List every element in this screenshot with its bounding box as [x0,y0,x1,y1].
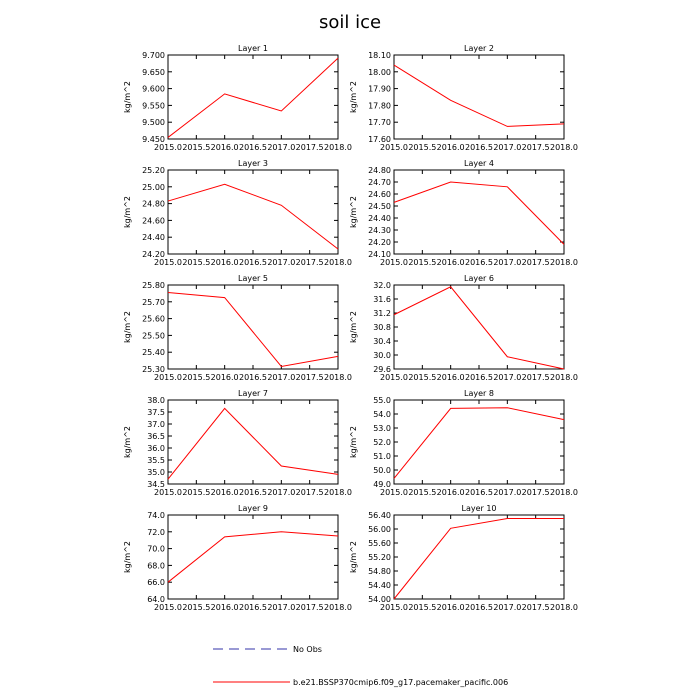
y-axis-label: kg/m^2 [123,426,132,458]
x-tick-label: 2018.0 [324,373,352,382]
x-tick-label: 2015.0 [154,143,182,152]
panel-title: Layer 3 [238,159,268,168]
y-tick-label: 24.30 [368,226,391,235]
x-tick-label: 2018.0 [324,603,352,612]
y-tick-label: 50.0 [373,466,391,475]
y-tick-label: 24.20 [142,250,165,259]
y-tick-label: 24.40 [368,214,391,223]
y-tick-label: 24.50 [368,202,391,211]
y-tick-label: 35.5 [147,456,165,465]
x-tick-label: 2016.0 [210,373,239,382]
x-tick-label: 2018.0 [324,143,352,152]
x-tick-label: 2017.5 [295,603,324,612]
x-tick-label: 2015.0 [380,373,408,382]
y-tick-label: 30.8 [373,323,391,332]
y-tick-label: 25.40 [142,348,165,358]
y-tick-label: 34.5 [147,480,165,489]
series-line [394,408,564,479]
x-tick-label: 2017.0 [493,258,522,267]
y-tick-label: 56.40 [368,511,391,520]
figure-title: soil ice [318,12,382,33]
y-tick-label: 17.70 [368,118,391,128]
series-line [168,532,338,582]
y-tick-label: 54.00 [368,595,391,604]
x-tick-label: 2015.5 [408,373,437,382]
y-tick-label: 25.00 [142,182,165,192]
y-tick-label: 24.80 [368,166,391,175]
plot-frame [168,400,338,484]
x-tick-label: 2017.0 [267,258,296,267]
x-tick-label: 2016.5 [465,258,493,267]
y-tick-label: 9.700 [142,51,165,60]
y-tick-label: 25.20 [142,166,165,175]
x-tick-label: 2016.5 [239,488,267,497]
y-tick-label: 55.0 [373,396,391,405]
x-tick-label: 2016.0 [436,488,465,497]
panel-title: Layer 2 [464,44,494,53]
y-tick-label: 24.40 [142,233,165,243]
x-tick-label: 2017.0 [267,143,296,152]
y-tick-label: 70.0 [147,544,165,554]
y-tick-label: 18.10 [368,51,391,60]
plot-frame [168,170,338,254]
x-tick-label: 2017.0 [493,603,522,612]
y-tick-label: 17.80 [368,101,391,111]
panel-layer-1 [123,44,352,152]
x-tick-label: 2015.5 [182,373,211,382]
y-axis-label: kg/m^2 [349,81,358,113]
panel-title: Layer 6 [464,274,494,283]
y-tick-label: 9.550 [142,101,165,111]
y-tick-label: 31.2 [373,309,391,318]
x-tick-label: 2017.5 [521,488,550,497]
plot-frame [394,400,564,484]
y-tick-label: 9.500 [142,118,165,128]
x-tick-label: 2018.0 [550,603,578,612]
y-tick-label: 53.0 [373,424,391,433]
x-tick-label: 2016.5 [465,488,493,497]
panel-title: Layer 9 [238,504,268,513]
x-tick-label: 2016.5 [465,143,493,152]
panel-layer-8 [349,389,578,497]
y-tick-label: 49.0 [373,480,391,489]
legend [213,645,508,687]
y-tick-label: 24.70 [368,178,391,187]
x-tick-label: 2018.0 [324,488,352,497]
panel-title: Layer 4 [464,159,494,168]
x-tick-label: 2017.0 [267,373,296,382]
x-tick-label: 2016.0 [210,143,239,152]
y-tick-label: 64.0 [147,595,165,604]
series-line [168,58,338,137]
y-tick-label: 37.5 [147,408,165,417]
x-tick-label: 2016.5 [239,603,267,612]
x-tick-label: 2015.0 [380,488,408,497]
y-tick-label: 25.80 [142,281,165,290]
legend-obs-label: No Obs [293,645,322,654]
panel-layer-3 [123,159,352,267]
x-tick-label: 2016.0 [436,258,465,267]
panel-layer-9 [123,504,352,612]
y-tick-label: 72.0 [147,527,165,537]
series-line [394,519,564,600]
x-tick-label: 2016.0 [210,603,239,612]
y-tick-label: 24.80 [142,199,165,209]
y-tick-label: 25.60 [142,314,165,324]
x-tick-label: 2016.0 [436,143,465,152]
y-tick-label: 24.60 [142,216,165,226]
panel-title: Layer 1 [238,44,268,53]
series-line [394,182,564,244]
y-tick-label: 25.70 [142,297,165,307]
x-tick-label: 2017.0 [493,488,522,497]
y-tick-label: 54.80 [368,567,391,576]
x-tick-label: 2017.0 [493,143,522,152]
x-tick-label: 2016.5 [465,603,493,612]
series-line [168,184,338,249]
x-tick-label: 2017.5 [521,603,550,612]
y-tick-label: 24.60 [368,190,391,199]
x-tick-label: 2016.5 [465,373,493,382]
x-tick-label: 2015.0 [154,258,182,267]
y-axis-label: kg/m^2 [123,311,132,343]
x-tick-label: 2018.0 [550,488,578,497]
x-tick-label: 2017.5 [295,488,324,497]
y-tick-label: 24.20 [368,238,391,247]
y-axis-label: kg/m^2 [349,426,358,458]
x-tick-label: 2018.0 [550,373,578,382]
x-tick-label: 2017.0 [267,603,296,612]
x-tick-label: 2015.0 [154,373,182,382]
x-tick-label: 2016.0 [436,603,465,612]
series-line [168,293,338,367]
y-axis-label: kg/m^2 [349,541,358,573]
x-tick-label: 2015.0 [380,143,408,152]
y-tick-label: 31.6 [373,295,391,304]
y-tick-label: 55.20 [368,553,391,562]
panel-layer-10 [349,504,578,612]
x-tick-label: 2017.5 [295,258,324,267]
x-tick-label: 2015.5 [182,258,211,267]
y-tick-label: 54.0 [373,410,391,419]
y-tick-label: 68.0 [147,561,165,571]
y-tick-label: 55.60 [368,539,391,548]
y-tick-label: 38.0 [147,396,165,405]
panel-title: Layer 8 [464,389,494,398]
x-tick-label: 2017.0 [267,488,296,497]
series-line [168,408,338,479]
x-tick-label: 2015.5 [408,488,437,497]
y-tick-label: 35.0 [147,468,165,477]
y-tick-label: 74.0 [147,511,165,520]
y-axis-label: kg/m^2 [123,541,132,573]
plot-frame [168,515,338,599]
x-tick-label: 2015.5 [408,258,437,267]
plot-frame [394,515,564,599]
plot-frame [394,55,564,139]
x-tick-label: 2016.0 [436,373,465,382]
y-axis-label: kg/m^2 [349,311,358,343]
plot-frame [394,285,564,369]
y-tick-label: 30.0 [373,351,391,360]
y-tick-label: 54.40 [368,581,391,590]
x-tick-label: 2016.0 [210,258,239,267]
x-tick-label: 2015.5 [182,603,211,612]
y-axis-label: kg/m^2 [123,196,132,228]
plot-frame [168,55,338,139]
panel-title: Layer 5 [238,274,268,283]
x-tick-label: 2016.5 [239,373,267,382]
panel-title: Layer 10 [461,504,497,513]
y-tick-label: 9.450 [142,135,165,144]
y-tick-label: 51.0 [373,452,391,461]
x-tick-label: 2015.0 [380,603,408,612]
x-tick-label: 2017.5 [295,143,324,152]
legend-model-label: b.e21.BSSP370cmip6.f09_g17.pacemaker_pacific.006 [293,678,509,687]
panel-title: Layer 7 [238,389,268,398]
x-tick-label: 2018.0 [324,258,352,267]
x-tick-label: 2018.0 [550,258,578,267]
x-tick-label: 2018.0 [550,143,578,152]
x-tick-label: 2016.0 [210,488,239,497]
y-tick-label: 25.50 [142,331,165,341]
y-tick-label: 36.5 [147,432,165,441]
y-tick-label: 29.6 [373,365,391,374]
plot-frame [394,170,564,254]
y-tick-label: 25.30 [142,365,165,374]
x-tick-label: 2015.5 [182,143,211,152]
panel-layer-2 [349,44,578,152]
panel-grid [123,44,578,612]
panel-layer-5 [123,274,352,382]
x-tick-label: 2016.5 [239,143,267,152]
y-tick-label: 66.0 [147,578,165,588]
y-tick-label: 18.00 [368,67,391,77]
x-tick-label: 2015.5 [408,143,437,152]
y-tick-label: 9.650 [142,67,165,77]
x-tick-label: 2015.0 [154,603,182,612]
y-tick-label: 30.4 [373,337,391,346]
plot-frame [168,285,338,369]
y-axis-label: kg/m^2 [349,196,358,228]
panel-layer-6 [349,274,578,382]
x-tick-label: 2017.5 [295,373,324,382]
x-tick-label: 2015.5 [408,603,437,612]
panel-layer-4 [349,159,578,267]
x-tick-label: 2017.5 [521,373,550,382]
y-tick-label: 17.90 [368,84,391,94]
x-tick-label: 2017.5 [521,258,550,267]
y-tick-label: 17.60 [368,135,391,144]
x-tick-label: 2016.5 [239,258,267,267]
x-tick-label: 2017.5 [521,143,550,152]
x-tick-label: 2015.0 [380,258,408,267]
series-line [394,287,564,369]
series-line [394,65,564,126]
y-tick-label: 56.00 [368,525,391,534]
y-axis-label: kg/m^2 [123,81,132,113]
y-tick-label: 52.0 [373,438,391,447]
y-tick-label: 24.10 [368,250,391,259]
y-tick-label: 37.0 [147,420,165,429]
y-tick-label: 32.0 [373,281,391,290]
x-tick-label: 2015.0 [154,488,182,497]
y-tick-label: 9.600 [142,84,165,94]
y-tick-label: 36.0 [147,444,165,453]
panel-layer-7 [123,389,352,497]
x-tick-label: 2017.0 [493,373,522,382]
x-tick-label: 2015.5 [182,488,211,497]
